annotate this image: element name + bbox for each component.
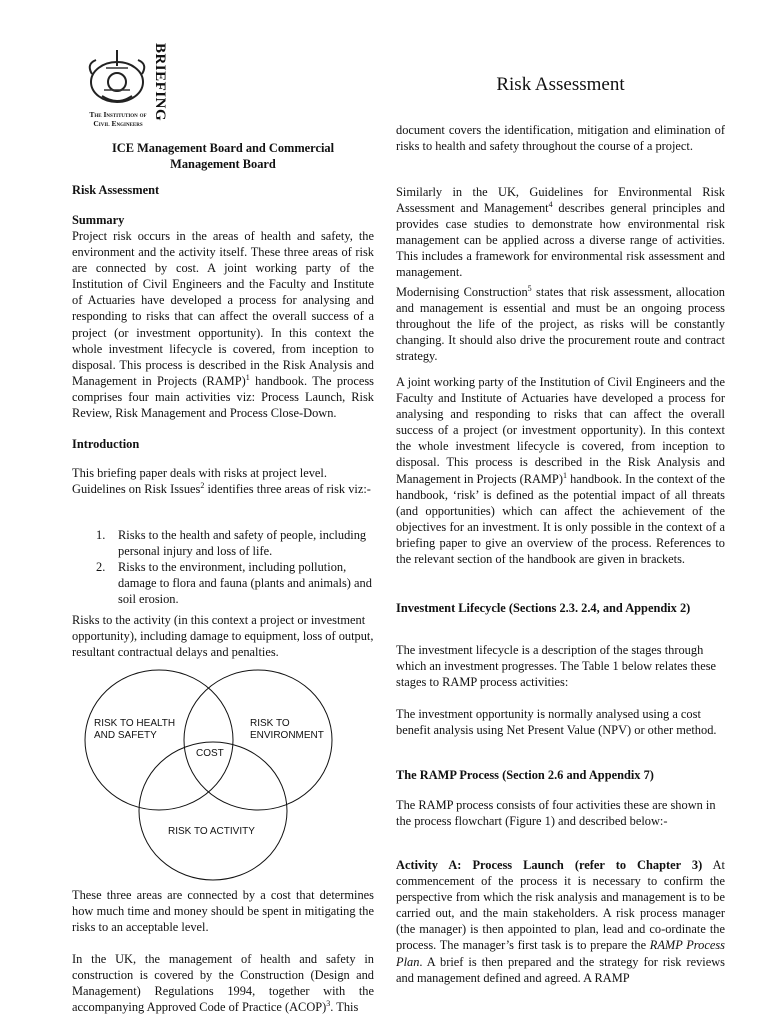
ramp-process-heading: The RAMP Process (Section 2.6 and Appendix 7) — [396, 768, 654, 782]
activity-a-paragraph: Activity A: Process Launch (refer to Chapter 3) At commencement of the process it is necessary to confirm the perspective from which the risk analysis and management is to be carried out, and the main stakeholders. A risk process manager (the manager) is then appointed to plan, lead and co-ordinate the process. The manager’s first task is to prepare the RAMP Process Plan. A brief is then prepared and the strategy for risk reviews and management defined and agreed. A RAMP — [396, 858, 726, 985]
logo-text: The Institution of — [89, 110, 147, 119]
briefing-label: BRIEFING — [152, 42, 169, 122]
board-heading: ICE Management Board and Commercial Management Board — [111, 141, 335, 172]
subtitle: Risk Assessment — [72, 183, 160, 197]
venn-label-activity: RISK TO ACTIVITY — [168, 826, 255, 837]
right-paragraph-4: A joint working party of the Institution of Civil Engineers and the Faculty and Institute of Actuaries have developed a process for analysing and responding to risks that can affect the overall success of a project (or investment opportunity). In this context the whole investment lifecycle is covered, from inception to disposal. This process is described in the Risk Analysis and Management in Projects (RAMP)$^1$ handbook. In the context of the handbook, ‘risk’ is defined as the potential impact of all threats (and opportunities) which can affect the achievement of the objectives for an investment. It is only possible in the context of a briefing paper to give an overview of the process. References to the relevant section of the handbook are given in brackets. — [396, 375, 725, 567]
venn-label-health: RISK TO HEALTH — [94, 718, 176, 729]
venn-label-health: AND SAFETY — [94, 730, 157, 741]
activity-circle — [139, 742, 287, 880]
cost-paragraph: These three areas are connected by a cost that determines how much time and money should be spent in mitigating the risks to an acceptable level. — [72, 888, 374, 935]
list-item: 2. Risks to the environment, including pollution, damage to flora and fauna (plants and animals) and soil erosion. — [96, 560, 372, 607]
venn-label-environment: RISK TO — [250, 718, 290, 729]
activity-paragraph: Risks to the activity (in this context a project or investment opportunity), including damage to equipment, loss of output, resultant contractual delays and penalties. — [72, 613, 374, 660]
summary-heading: Summary — [72, 213, 125, 227]
logo-text: Civil Engineers — [93, 119, 143, 128]
right-paragraph-1: document covers the identification, mitigation and elimination of risks to health and safety throughout the course of a project. — [396, 123, 725, 154]
npv-paragraph: The investment opportunity is normally analysed using a cost benefit analysis using Net Present Value (NPV) or other method. — [396, 707, 717, 738]
lifecycle-paragraph: The investment lifecycle is a description of the stages through which an investment progresses. The Table 1 below relates these stages to RAMP process activities: — [396, 643, 717, 690]
venn-label-cost: COST — [196, 748, 224, 759]
page-title: Risk Assessment — [496, 74, 625, 95]
introduction-paragraph: This briefing paper deals with risks at project level. Guidelines on Risk Issues$^2$ identifies three areas of risk viz:- — [72, 466, 371, 497]
list-item: 1. Risks to the health and safety of people, including personal injury and loss of life. — [96, 528, 367, 559]
right-paragraph-2: Similarly in the UK, Guidelines for Environmental Risk Assessment and Management$^4$ describes general principles and provides case studies to demonstrate how environmental risk management can be applied across a diverse range of activities. This includes a framework for environmental risk assessment and management. — [396, 185, 726, 280]
right-paragraph-3: Modernising Construction$^5$ states that risk assessment, allocation and management is essential and must be an ongoing process throughout the life of the project, as risks will be constantly changing. It should also drive the procurement route and contract strategy. — [396, 283, 725, 364]
uk-paragraph: In the UK, the management of health and safety in construction is covered by the Construction (Design and Management) Regulations 1994, together with the accompanying Approved Code of Practice (ACOP)$^3$. This — [72, 952, 374, 1015]
venn-label-environment: ENVIRONMENT — [250, 730, 324, 741]
ramp-paragraph: The RAMP process consists of four activities these are shown in the process flowchart (Figure 1) and described below:- — [396, 798, 716, 829]
introduction-heading: Introduction — [72, 437, 140, 451]
summary-paragraph: Project risk occurs in the areas of health and safety, the environment and the activity itself. These three areas of risk are connected by cost. A joint working party of the Institution of Civil Engineers and the Faculty and Institute of Actuaries have developed a process for analysing and responding to risks that can affect the overall success of a project (or investment opportunity). In this context the whole investment lifecycle is covered, from inception to disposal. This process is described in the Risk Analysis and Management in Projects (RAMP)$^1$ handbook. The process comprises four main activities viz: Process Launch, Risk Review, Risk Management and Process Close-Down. — [72, 229, 374, 421]
investment-lifecycle-heading: Investment Lifecycle (Sections 2.3. 2.4, and Appendix 2) — [396, 601, 691, 615]
